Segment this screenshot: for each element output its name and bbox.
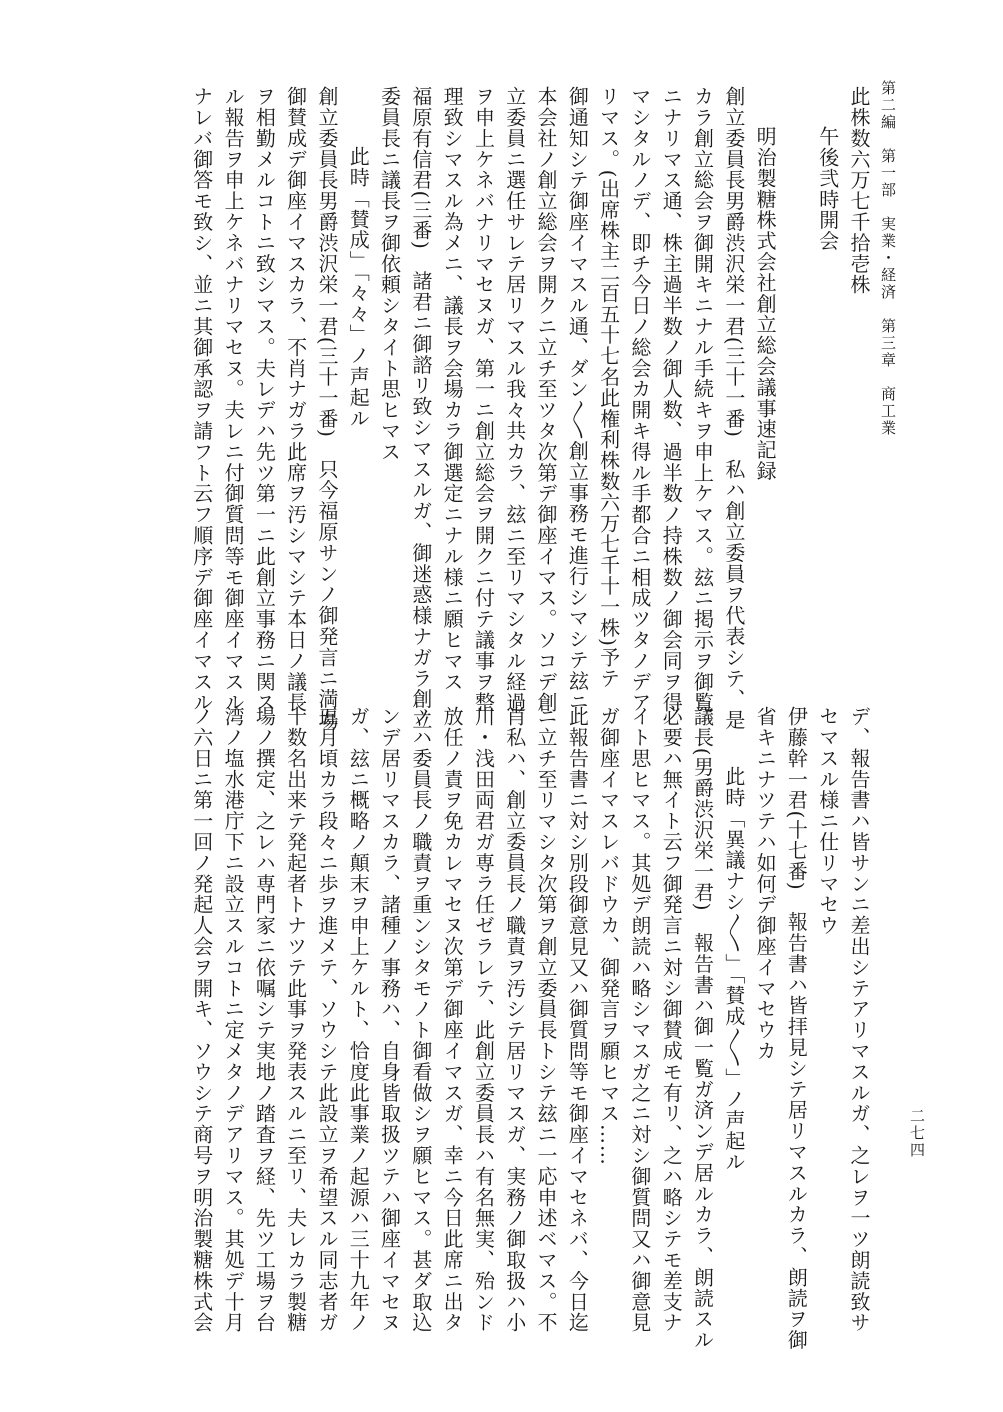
text-column: ヲ申上ケネバナリマセヌガ、第一ニ創立総会ヲ開クニ付テ議事ヲ整 <box>471 86 496 713</box>
text-column: カラ創立総会ヲ御開キニナル手続キヲ申上ケマス。玆ニ掲示ヲ御覧 <box>690 86 715 713</box>
text-column: 十数名出来テ発起者トナツテ此事ヲ発表スルニ至リ、夫レカラ製糖 <box>283 706 308 1333</box>
text-column: ナレバ御答モ致シ、並ニ其御承認ヲ請フト云フ順序デ御座イマスル <box>189 86 214 713</box>
text-column: 湾ノ塩水港庁下ニ設立スルコトニ定メタノデアリマス。其処デ十月 <box>221 706 246 1333</box>
text-column: 福原有信君(三番) 諸君ニ御諮リ致シマスルガ、御迷惑様ナガラ創立 <box>408 86 433 731</box>
text-column: ガ、玆ニ概略ノ顛末ヲ申上ケルト、恰度此事業ノ起源ハ三十九年ノ <box>346 706 371 1333</box>
text-column: ンデ居リマスカラ、諸種ノ事務ハ、自身皆取扱ツテハ御座イマセヌ <box>377 706 402 1333</box>
text-column: 立委員ニ選任サレテ居リマスル我々共カラ、玆ニ至リマシタル経過 <box>502 86 527 713</box>
text-column: 場ノ撰定、之レハ専門家ニ依嘱シテ実地ノ踏査ヲ経、先ツ工場ヲ台 <box>252 706 277 1333</box>
text-column: ノハ委員長ノ職責ヲ重ンシタモノト御看做シヲ願ヒマス。甚ダ取込 <box>408 706 433 1333</box>
text-column: ノ六日ニ第一回ノ発起人会ヲ開キ、ソウシテ商号ヲ明治製糖株式会 <box>189 706 214 1333</box>
text-block-bottom <box>185 706 874 1351</box>
text-column: 御賛成デ御座イマスカラ、不肖ナガラ此席ヲ汚シマシテ本日ノ議長 <box>283 86 308 713</box>
text-column: ニ立チ至リマシタ次第ヲ創立委員長トシテ玆ニ一応申述ベマス。不 <box>534 706 559 1333</box>
text-column: 御通知シテ御座イマスル通、ダン〳〵創立事務モ進行シマシテ玆ニ <box>565 86 590 713</box>
text-column: 委員長ニ議長ヲ御依頼シタイト思ヒマス <box>377 86 402 463</box>
text-column <box>780 86 811 686</box>
text-column: 此時「異議ナシ〳〵」「賛成〳〵」ノ声起ル <box>721 766 746 1173</box>
text-column: 五月頃カラ段々ニ歩ヲ進メテ、ソウシテ此設立ヲ希望スル同志者ガ <box>314 706 339 1333</box>
text-column: 創立委員長男爵渋沢栄一君(三十一番) 只今福原サンノ御発言ニ満場 <box>314 86 339 731</box>
text-column: 省キニナツテハ如何デ御座イマセウカ <box>753 706 778 1062</box>
text-column: 此時「賛成」「々々」ノ声起ル <box>346 146 371 429</box>
text-column: 放任ノ責ヲ免カレマセヌ次第デ御座イマスガ、幸ニ今日此席ニ出タ <box>440 706 465 1333</box>
text-column: 午後弐時開会 <box>815 126 840 252</box>
text-column: 本会社ノ創立総会ヲ開クニ立チ至ツタ次第デ御座イマス。ソコデ創 <box>534 86 559 713</box>
text-column: 伊藤幹一君(十七番) 報告書ハ皆拝見シテ居リマスルカラ、朗読ヲ御 <box>784 706 809 1351</box>
text-column: 必要ハ無イト云フ御発言ニ対シ御賛成モ有リ、之ハ略シテモ差支ナ <box>659 706 684 1333</box>
page-number: 二七四 <box>908 1108 926 1159</box>
text-column: 創立委員長男爵渋沢栄一君(三十一番) 私ハ創立委員ヲ代表シテ、是 <box>721 86 746 731</box>
text-column: 理致シマスル為メニ、議長ヲ会場カラ御選定ニナル様ニ願ヒマス <box>440 86 465 693</box>
running-head: 第二編 第一部 実業・経済 第三章 商工業 <box>879 80 897 437</box>
text-block-top <box>185 86 874 731</box>
text-column: マシタルノデ、即チ今日ノ総会カ開キ得ル手都合ニ相成ツタノデア <box>627 86 652 713</box>
text-column: デ、報告書ハ皆サンニ差出シテアリマスルガ、之レヲ一ツ朗読致サ <box>847 706 871 1333</box>
text-column: ガ御座イマスレバドウカ、御発言ヲ願ヒマス…… <box>596 706 621 1166</box>
text-column: セマスル様ニ仕リマセウ <box>815 706 840 936</box>
text-column: 議長(男爵渋沢栄一君) 報告書ハ御一覧ガ済ンデ居ルカラ、朗読スル <box>690 706 715 1351</box>
text-column: ヲ相勤メルコトニ致シマス。夫レデハ先ツ第一ニ此創立事務ニ関ス <box>252 86 277 713</box>
text-column: 肖私ハ、創立委員長ノ職責ヲ汚シテ居リマスガ、実務ノ御取扱ハ小 <box>502 706 527 1333</box>
text-column: 川・浅田両君ガ専ラ任ゼラレテ、此創立委員長ハ有名無実、殆ンド <box>471 706 496 1333</box>
text-column: イト思ヒマス。其処デ朗読ハ略シマスガ之ニ対シ御質問又ハ御意見 <box>627 706 652 1333</box>
text-column: リマス。(出席株主二百五十七名此権利株数六万七千十一株)予テ <box>596 86 621 689</box>
text-column: ル報告ヲ申上ケネバナリマセヌ。夫レニ付御質問等モ御座イマスル <box>221 86 246 713</box>
text-column: 此株数六万七千拾壱株 <box>847 86 871 295</box>
text-column: 此報告書ニ対シ別段御意見又ハ御質問等モ御座イマセネバ、今日迄 <box>565 706 590 1333</box>
text-column: ニナリマス通、株主過半数ノ御人数、過半数ノ持株数ノ御会同ヲ得 <box>659 86 684 713</box>
text-column: 明治製糖株式会社創立総会議事速記録 <box>753 126 778 482</box>
